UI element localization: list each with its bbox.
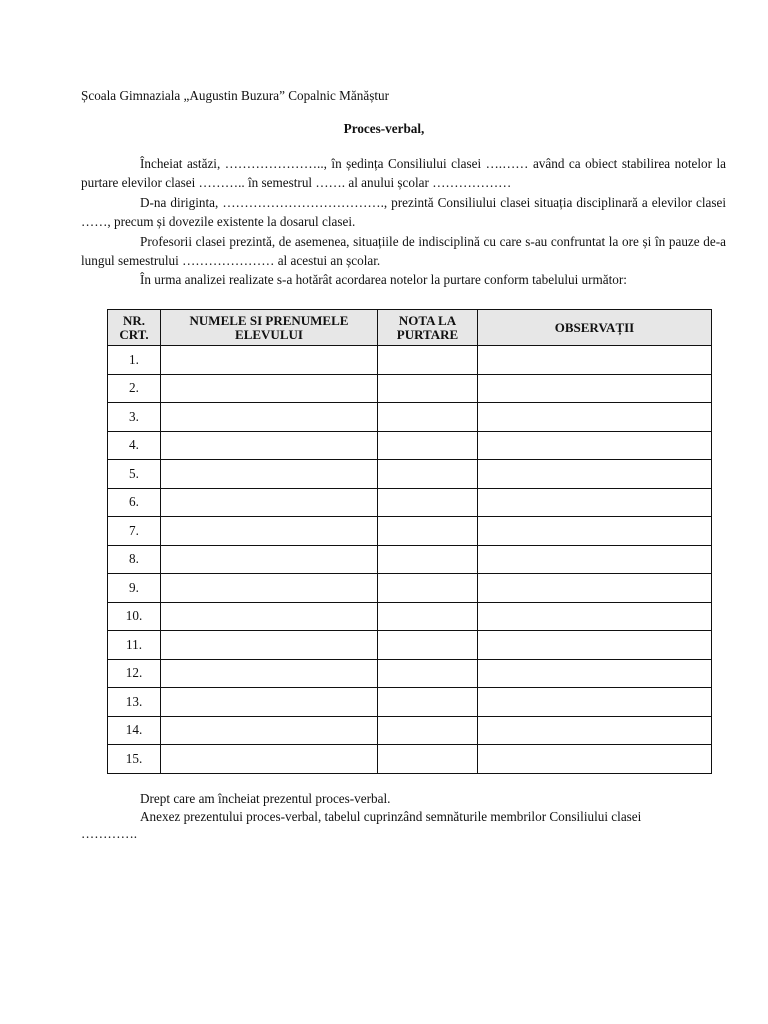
paragraph-diriginta: D-na diriginta, ………………………………., prezintă Consiliului clasei situația disciplinară a elevilor clasei ……, precum și dovezile existente la dosarul clasei. (81, 194, 726, 230)
row-number-cell: 6. (108, 488, 161, 517)
student-name-cell[interactable] (161, 460, 378, 489)
header-nr-line1: NR. (122, 312, 146, 328)
conduct-grade-cell[interactable] (378, 346, 478, 375)
student-name-cell[interactable] (161, 745, 378, 774)
table-header-row (108, 310, 712, 346)
row-number-cell: 14. (108, 716, 161, 745)
header-nr-line2: CRT. (119, 326, 149, 342)
conduct-grade-cell[interactable] (378, 460, 478, 489)
body-text (81, 154, 726, 290)
table-row (108, 659, 712, 688)
row-number-cell: 12. (108, 659, 161, 688)
student-name-cell[interactable] (161, 688, 378, 717)
student-name-cell[interactable] (161, 346, 378, 375)
paragraph-opening: Încheiat astăzi, ………………….., în ședința Consiliului clasei ….…… având ca obiect stabilirea notelor la purtare elevilor clasei ……….. în semestrul ……. al anului școlar ……………… (81, 156, 726, 191)
observations-cell[interactable] (478, 488, 712, 517)
observations-cell[interactable] (478, 688, 712, 717)
header-nr-crt (108, 310, 161, 346)
row-number-cell: 15. (108, 745, 161, 774)
table-row (108, 688, 712, 717)
table-row (108, 545, 712, 574)
table-row (108, 574, 712, 603)
student-name-cell[interactable] (161, 374, 378, 403)
conduct-grade-cell[interactable] (378, 374, 478, 403)
header-student-name (161, 310, 378, 346)
document-title: Proces-verbal, (343, 121, 425, 136)
row-number-cell: 11. (108, 631, 161, 660)
row-number-cell: 2. (108, 374, 161, 403)
conduct-grades-table (107, 309, 712, 774)
table-row (108, 374, 712, 403)
observations-cell[interactable] (478, 545, 712, 574)
observations-cell[interactable] (478, 460, 712, 489)
observations-cell[interactable] (478, 346, 712, 375)
conduct-grade-cell[interactable] (378, 488, 478, 517)
conduct-grade-cell[interactable] (378, 517, 478, 546)
observations-cell[interactable] (478, 517, 712, 546)
closing-line-2: Anexez prezentului proces-verbal, tabelul cuprinzând semnăturile membrilor Consiliului clasei (140, 808, 642, 824)
observations-cell[interactable] (478, 631, 712, 660)
student-name-cell[interactable] (161, 517, 378, 546)
observations-cell[interactable] (478, 602, 712, 631)
student-name-cell[interactable] (161, 602, 378, 631)
school-name: Școala Gimnaziala „Augustin Buzura” Copalnic Mănăștur (81, 88, 389, 103)
conduct-grade-cell[interactable] (378, 403, 478, 432)
observations-cell[interactable] (478, 659, 712, 688)
closing-line-3: …………. (81, 826, 138, 842)
table-row (108, 517, 712, 546)
observations-cell[interactable] (478, 716, 712, 745)
observations-cell[interactable] (478, 403, 712, 432)
student-name-cell[interactable] (161, 574, 378, 603)
observations-cell[interactable] (478, 431, 712, 460)
table-row (108, 745, 712, 774)
student-name-cell[interactable] (161, 545, 378, 574)
student-name-cell[interactable] (161, 716, 378, 745)
conduct-grade-cell[interactable] (378, 602, 478, 631)
observations-cell[interactable] (478, 374, 712, 403)
observations-cell[interactable] (478, 745, 712, 774)
closing-text (81, 790, 726, 843)
closing-line-1: Drept care am încheiat prezentul proces-verbal. (140, 791, 391, 806)
row-number-cell: 4. (108, 431, 161, 460)
table-row (108, 631, 712, 660)
row-number-cell: 8. (108, 545, 161, 574)
header-grade-line1: NOTA LA (398, 312, 457, 328)
header-grade-line2: PURTARE (396, 326, 459, 342)
conduct-grade-cell[interactable] (378, 659, 478, 688)
table-row (108, 488, 712, 517)
conduct-grade-cell[interactable] (378, 688, 478, 717)
table-row (108, 403, 712, 432)
student-name-cell[interactable] (161, 403, 378, 432)
row-number-cell: 13. (108, 688, 161, 717)
table-row (108, 602, 712, 631)
header-conduct-grade (378, 310, 478, 346)
conduct-grade-cell[interactable] (378, 431, 478, 460)
table-row (108, 431, 712, 460)
student-name-cell[interactable] (161, 659, 378, 688)
header-observations: OBSERVAȚII (478, 310, 712, 346)
header-name-line2: ELEVULUI (235, 326, 303, 342)
observations-cell[interactable] (478, 574, 712, 603)
paragraph-analiza: În urma analizei realizate s-a hotărât acordarea notelor la purtare conform tabelului următor: (140, 272, 627, 288)
conduct-grade-cell[interactable] (378, 574, 478, 603)
table-row (108, 460, 712, 489)
row-number-cell: 9. (108, 574, 161, 603)
student-name-cell[interactable] (161, 488, 378, 517)
conduct-grade-cell[interactable] (378, 545, 478, 574)
table-row (108, 716, 712, 745)
row-number-cell: 3. (108, 403, 161, 432)
student-name-cell[interactable] (161, 631, 378, 660)
row-number-cell: 1. (108, 346, 161, 375)
conduct-grade-cell[interactable] (378, 745, 478, 774)
header-name-line1: NUMELE SI PRENUMELE (189, 312, 349, 328)
row-number-cell: 5. (108, 460, 161, 489)
student-name-cell[interactable] (161, 431, 378, 460)
row-number-cell: 7. (108, 517, 161, 546)
row-number-cell: 10. (108, 602, 161, 631)
table-row (108, 346, 712, 375)
conduct-grade-cell[interactable] (378, 716, 478, 745)
paragraph-profesori: Profesorii clasei prezintă, de asemenea, situațiile de indisciplină cu care s-au confruntat la ore și în pauze de-a lungul semestrului ………………… al acestui an școlar. (81, 233, 726, 269)
conduct-grade-cell[interactable] (378, 631, 478, 660)
